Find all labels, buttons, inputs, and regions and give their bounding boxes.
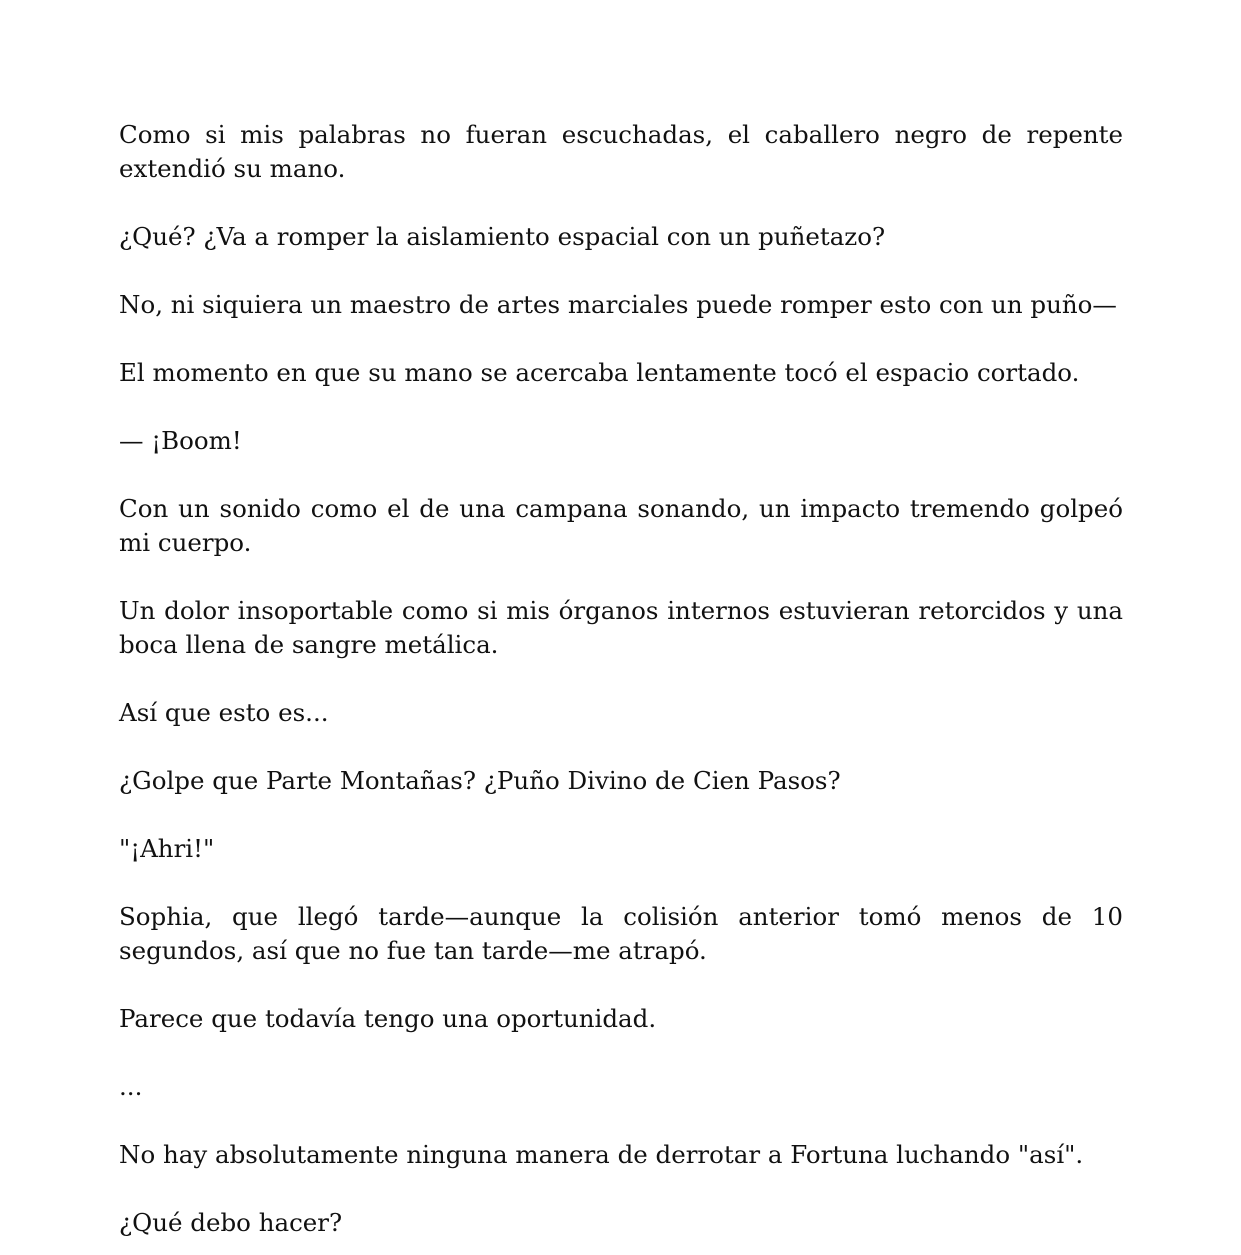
paragraph: ¿Qué? ¿Va a romper la aislamiento espacial con un puñetazo? — [119, 222, 886, 251]
paragraph: ¿Golpe que Parte Montañas? ¿Puño Divino de Cien Pasos? — [119, 766, 841, 795]
paragraph: Como si mis palabras no fueran escuchadas, el caballero negro de repente extendió su mano. — [119, 120, 1123, 183]
document-page — [119, 118, 1123, 1240]
paragraph: ... — [119, 1072, 143, 1101]
paragraph: — ¡Boom! — [119, 426, 242, 455]
paragraph: Parece que todavía tengo una oportunidad. — [119, 1004, 657, 1033]
paragraph: Con un sonido como el de una campana sonando, un impacto tremendo golpeó mi cuerpo. — [119, 494, 1123, 557]
paragraph: "¡Ahri!" — [119, 834, 215, 863]
paragraph: No hay absolutamente ninguna manera de derrotar a Fortuna luchando "así". — [119, 1140, 1084, 1169]
paragraph: ¿Qué debo hacer? — [119, 1208, 343, 1237]
paragraph: Así que esto es... — [119, 698, 329, 727]
paragraph: Un dolor insoportable como si mis órganos internos estuvieran retorcidos y una boca llena de sangre metálica. — [119, 596, 1123, 659]
paragraph: El momento en que su mano se acercaba lentamente tocó el espacio cortado. — [119, 358, 1080, 387]
paragraph: Sophia, que llegó tarde—aunque la colisión anterior tomó menos de 10 segundos, así que no fue tan tarde—me atrapó. — [119, 902, 1123, 965]
paragraph: No, ni siquiera un maestro de artes marciales puede romper esto con un puño— — [119, 290, 1117, 319]
